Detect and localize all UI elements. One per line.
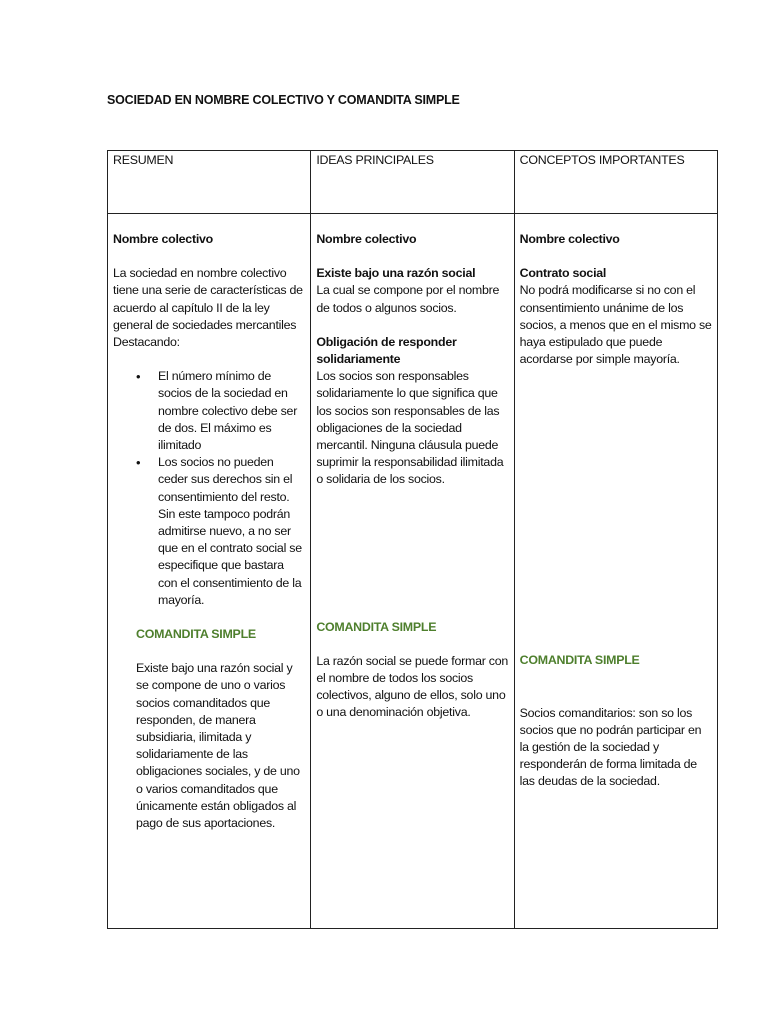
resumen-nc-text: La sociedad en nombre colectivo tiene una serie de características de acuerdo al capítulo II de la ley general de sociedades mercantiles — [113, 266, 303, 332]
resumen-bullet-list — [113, 368, 305, 609]
page-title: SOCIEDAD EN NOMBRE COLECTIVO Y COMANDITA SIMPLE — [107, 93, 460, 107]
cell-resumen — [108, 214, 311, 929]
conceptos-nc-title: Nombre colectivo — [519, 232, 620, 246]
conceptos-cs-title: COMANDITA SIMPLE — [519, 653, 640, 668]
list-item: • El número mínimo de socios de la sociedad en nombre colectivo debe ser de dos. El máximo es ilimitado — [158, 368, 305, 454]
resumen-nc-lead: Destacando: — [113, 335, 180, 350]
conceptos-contrato-title: Contrato social — [519, 266, 607, 281]
resumen-cs-title: COMANDITA SIMPLE — [136, 627, 256, 642]
summary-table — [107, 150, 718, 929]
header-ideas-principales: IDEAS PRINCIPALES — [311, 151, 514, 214]
resumen-cs-text: Existe bajo una razón social y se compone de uno o varios socios comanditados que responden, de manera subsidiaria, ilimitada y solidariamente de las obligaciones sociales, y de uno o varios comanditados que únicamente están obligados al pago de sus aportaciones. — [136, 661, 300, 831]
header-conceptos-importantes: CONCEPTOS IMPORTANTES — [514, 151, 717, 214]
conceptos-cs-text: Socios comanditarios: son so los socios que no podrán participar en la gestión de la sociedad y responderán de forma limitada de las deudas de la sociedad. — [519, 705, 702, 789]
ideas-cs-text: La razón social se puede formar con el nombre de todos los socios colectivos, alguno de ellos, solo uno o una denominación objetiva. — [316, 653, 509, 720]
ideas-razon-title: Existe bajo una razón social — [316, 266, 476, 281]
cell-conceptos-importantes — [514, 214, 717, 929]
table-header-row — [108, 151, 718, 214]
resumen-nc-title: Nombre colectivo — [113, 232, 213, 246]
ideas-nc-title: Nombre colectivo — [316, 232, 417, 246]
ideas-oblig-text: Los socios son responsables solidariamente lo que significa que los socios son responsables de las obligaciones de la sociedad mercantil. Ninguna cláusula puede suprimir la responsabilidad ilimitada o solidaria de los socios. — [316, 369, 504, 487]
ideas-cs-title: COMANDITA SIMPLE — [316, 619, 437, 634]
ideas-oblig-title: Obligación de responder solidariamente — [316, 334, 457, 367]
conceptos-contrato-text: No podrá modificarse si no con el consentimiento unánime de los socios, a menos que en el mismo se haya estipulado que puede acordarse por simple mayoría. — [519, 283, 712, 367]
list-item: • Los socios no pueden ceder sus derechos sin el consentimiento del resto. Sin este tampoco podrán admitirse nuevo, a no ser que en el contrato social se especifique que bastara con el consentimiento de la mayoría. — [158, 454, 305, 609]
cell-ideas-principales — [311, 214, 514, 929]
table-body-row — [108, 214, 718, 929]
header-resumen: RESUMEN — [108, 151, 311, 214]
ideas-razon-text: La cual se compone por el nombre de todos o algunos socios. — [316, 283, 500, 315]
